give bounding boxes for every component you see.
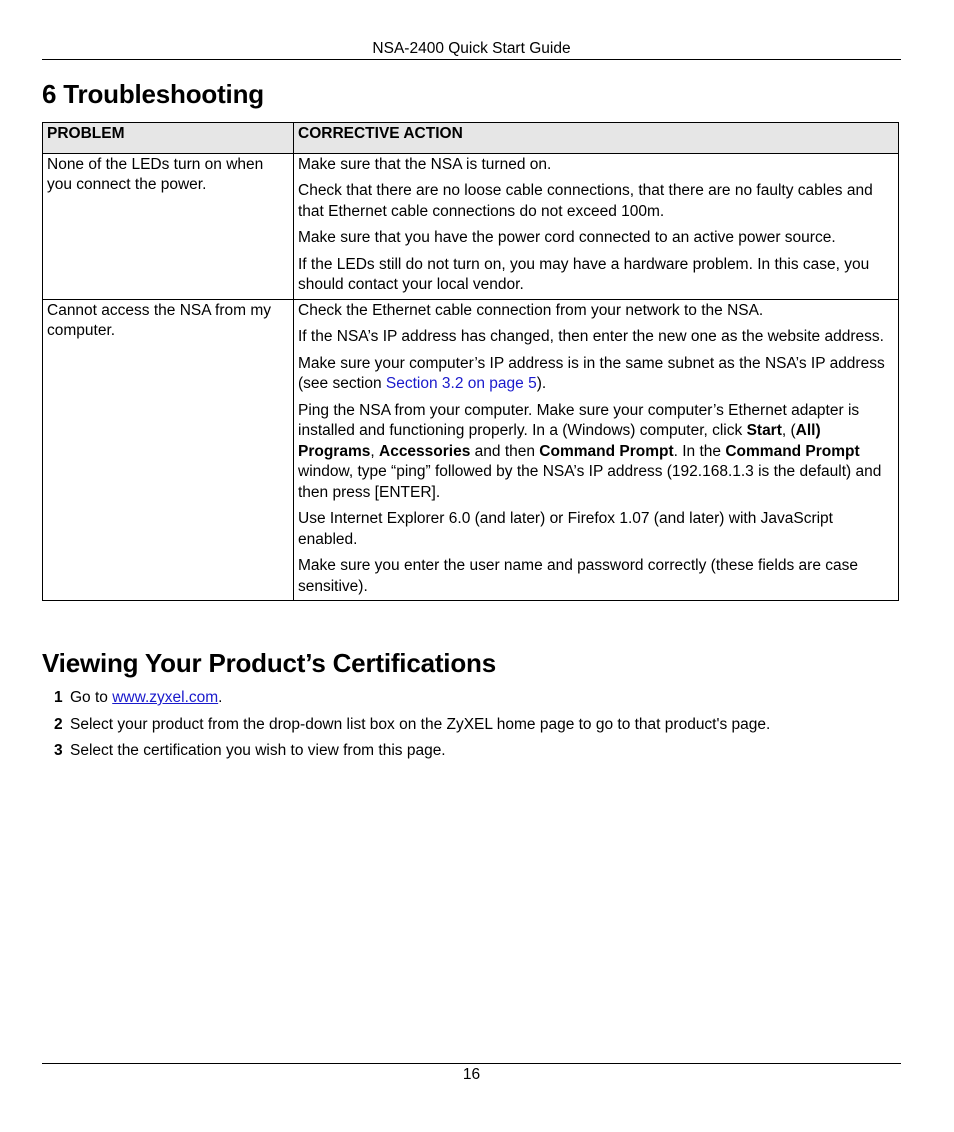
certifications-heading: Viewing Your Product’s Certifications: [42, 648, 496, 678]
step-text: Go to: [70, 689, 113, 706]
action-text: and then: [470, 442, 540, 460]
action-text: , (: [781, 422, 796, 439]
step-text: Select the certification you wish to view from this page.: [70, 742, 446, 759]
certification-steps-list: [54, 688, 894, 768]
troubleshooting-heading: 6 Troubleshooting: [42, 79, 264, 109]
action-item-ping: [298, 401, 894, 504]
action-text: ,: [370, 442, 379, 460]
table-row: [43, 299, 899, 601]
troubleshooting-table: [42, 122, 899, 601]
list-item: [54, 688, 894, 709]
step-number: 2: [54, 715, 63, 733]
ui-term-accessories: Accessories: [379, 442, 471, 460]
problem-cell: Cannot access the NSA from my computer.: [43, 299, 294, 601]
section-cross-reference-link[interactable]: Section 3.2 on page 5: [385, 375, 537, 392]
action-text: ).: [536, 375, 547, 392]
ui-term-start: Start: [746, 422, 782, 439]
corrective-action-cell: [294, 299, 899, 601]
action-item: If the LEDs still do not turn on, you may have a hardware problem. In this case, you should contact your local vendor.: [298, 255, 870, 293]
problem-cell: None of the LEDs turn on when you connect the power.: [43, 153, 294, 299]
step-number: 3: [54, 742, 63, 759]
action-item-with-link: [298, 354, 894, 395]
ui-term-all-programs: All) Programs: [298, 422, 821, 460]
action-item: If the NSA’s IP address has changed, then enter the new one as the website address.: [298, 328, 884, 345]
column-header-problem: PROBLEM: [43, 123, 294, 154]
list-item: [54, 741, 894, 762]
action-item: Check the Ethernet cable connection from your network to the NSA.: [298, 301, 764, 319]
action-text: window, type “ping” followed by the NSA’s IP address (192.168.1.3 is the default) and then press [ENTER].: [298, 463, 882, 501]
table-header-row: [43, 123, 899, 154]
action-text: Make sure your computer’s IP address is in the same subnet as the NSA’s IP address (see section: [298, 354, 885, 392]
list-item: [54, 715, 894, 736]
step-number: 1: [54, 689, 63, 706]
action-item: Check that there are no loose cable connections, that there are no faulty cables and that Ethernet cable connections do not exceed 100m.: [298, 182, 873, 220]
action-item: Make sure that you have the power cord connected to an active power source.: [298, 229, 836, 246]
table-row: [43, 153, 899, 299]
step-text: Select your product from the drop-down list box on the ZyXEL home page to go to that product's page.: [70, 715, 771, 733]
action-text: . In the: [673, 442, 726, 460]
page-number: 16: [462, 1066, 481, 1083]
ui-term-command-prompt-window: Command Prompt: [725, 442, 860, 460]
action-item: Make sure you enter the user name and password correctly (these fields are case sensitive).: [298, 557, 858, 595]
corrective-action-cell: [294, 153, 899, 299]
zyxel-website-link[interactable]: www.zyxel.com: [112, 689, 219, 706]
action-item: Use Internet Explorer 6.0 (and later) or Firefox 1.07 (and later) with JavaScript enabled.: [298, 510, 833, 548]
footer-divider: [42, 1063, 901, 1064]
step-text: .: [218, 689, 223, 706]
page-header: NSA-2400 Quick Start Guide: [372, 40, 571, 57]
column-header-corrective-action: CORRECTIVE ACTION: [294, 123, 899, 154]
ui-term-command-prompt: Command Prompt: [539, 442, 674, 460]
header-divider: [42, 59, 901, 60]
action-item: Make sure that the NSA is turned on.: [298, 155, 552, 173]
action-text: Ping the NSA from your computer. Make sure your computer’s Ethernet adapter is installed and functioning properly. In a (Windows) computer, click: [298, 401, 860, 439]
